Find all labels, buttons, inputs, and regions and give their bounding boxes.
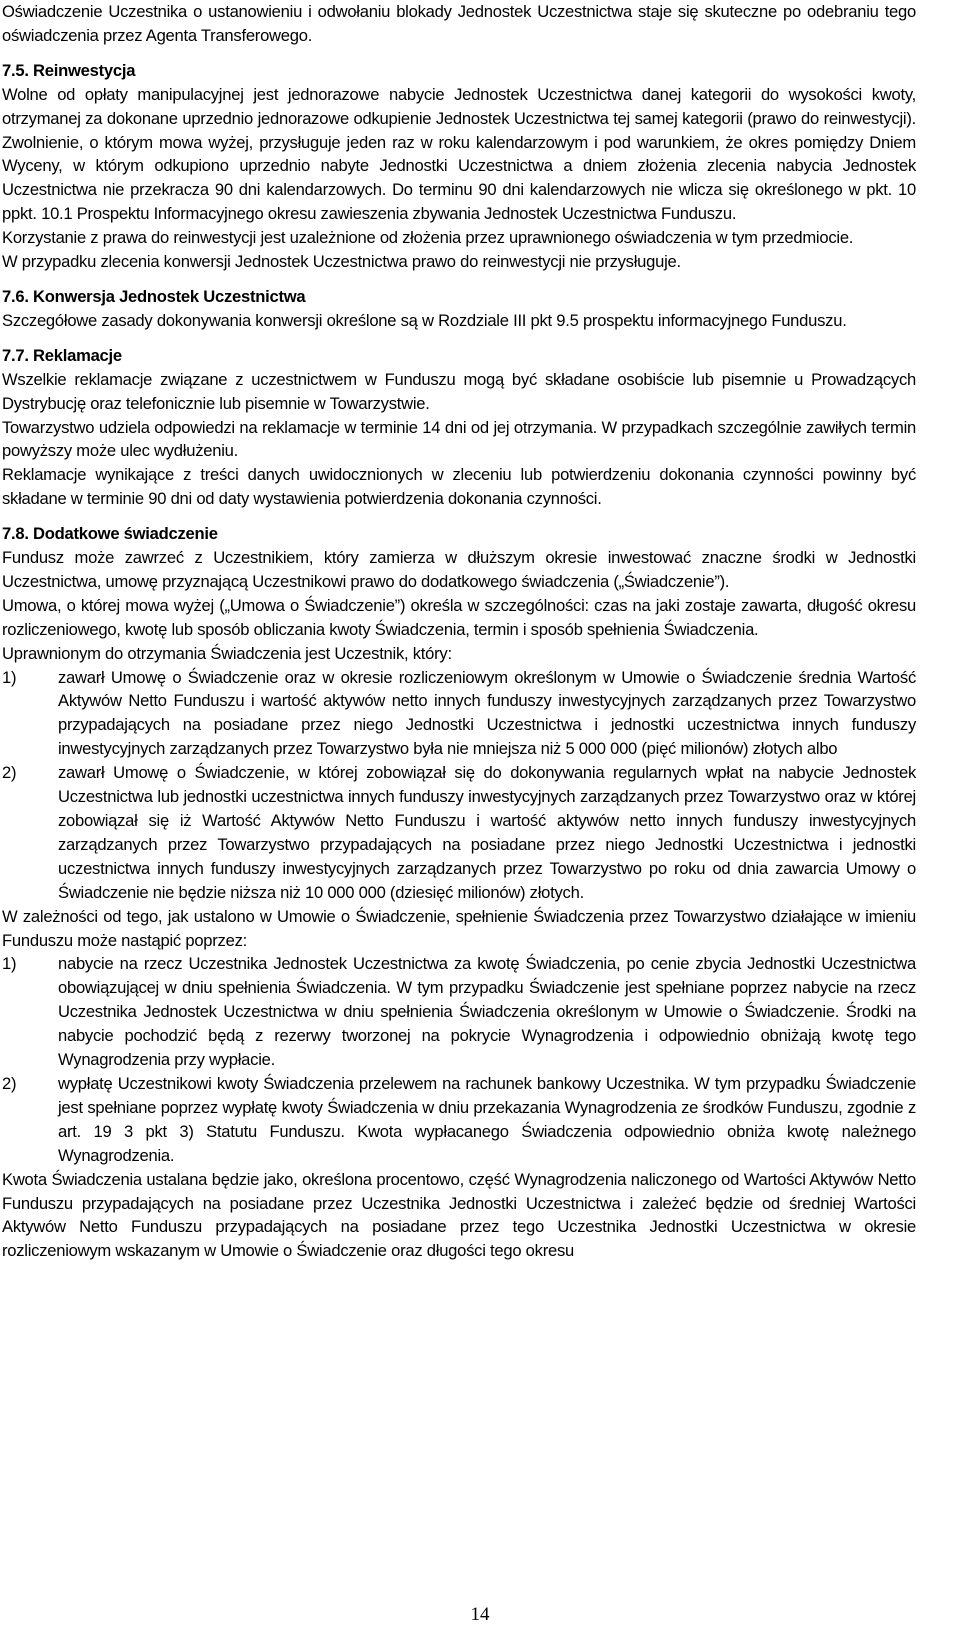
list-item-text: zawarł Umowę o Świadczenie, w której zobowiązał się do dokonywania regularnych wpłat na nabycie Jednostek Uczestnictwa lub jednostki uczestnictwa innych funduszy inwestycyjnych zarządzanych przez Towarzystwo oraz w której zobowiązał się iż Wartość Aktywów Netto Funduszu i wartość aktywów netto innych funduszy inwestycyjnych zarządzanych przez Towarzystwo przypadających na posiadane przez niego Jednostki Uczestnictwa i jednostki uczestnictwa innych funduszy inwestycyjnych zarządzanych przez Towarzystwo po roku od dnia zawarcia Umowy o Świadczenie nie będzie niższa niż 10 000 000 (dziesięć milionów) złotych. [58,763,916,902]
intro-paragraph: Oświadczenie Uczestnika o ustanowieniu i odwołaniu blokady Jednostek Uczestnictwa staje się skuteczne po odebraniu tego oświadczenia przez Agenta Transferowego. [2,2,916,45]
eligibility-list-item [2,666,916,762]
page-number: 14 [470,1604,490,1625]
section-7-7-paragraph-3: Reklamacje wynikające z treści danych uwidocznionych w zleceniu lub potwierdzeniu dokonania czynności powinny być składane w terminie 90 dni od daty wystawienia potwierdzenia dokonania czynności. [2,465,916,509]
section-7-5-paragraph-3: W przypadku zlecenia konwersji Jednostek Uczestnictwa prawo do reinwestycji nie przysługuje. [2,252,681,272]
section-7-8-heading: 7.8. Dodatkowe świadczenie [2,524,218,544]
section-7-8-paragraph-2: Umowa, o której mowa wyżej („Umowa o Świadczenie”) określa w szczególności: czas na jaki zostaje zawarta, długość okresu rozliczeniowego, kwotę lub sposób obliczania kwoty Świadczenia, termin i sposób spełnienia Świadczenia. [2,595,916,639]
list-item-number: 2) [2,1073,17,1093]
section-7-5-heading: 7.5. Reinwestycja [2,60,136,80]
section-7-5-paragraph-2: Korzystanie z prawa do reinwestycji jest uzależnione od złożenia przez uprawnionego oświadczenia w tym przedmiocie. [2,228,854,248]
fulfillment-list-item [2,1072,916,1168]
eligibility-list-item [2,761,916,904]
section-7-8-paragraph-5: Kwota Świadczenia ustalana będzie jako, określona procentowo, część Wynagrodzenia naliczonego od Wartości Aktywów Netto Funduszu przypadających na posiadane przez Uczestnika Jednostki Uczestnictwa i zależeć będzie od średniej Wartości Aktywów Netto Funduszu przypadających na posiadane przez tego Uczestnika Jednostki Uczestnictwa w okresie rozliczeniowym wskazanym w Umowie o Świadczenie oraz długości tego okresu [2,1169,916,1261]
section-7-5-paragraph-1: Wolne od opłaty manipulacyjnej jest jednorazowe nabycie Jednostek Uczestnictwa danej kategorii do wysokości kwoty, otrzymanej za dokonane uprzednio jednorazowe odkupienie Jednostek Uczestnictwa tej samej kategorii (prawo do reinwestycji). Zwolnienie, o którym mowa wyżej, przysługuje jeden raz w roku kalendarzowym i pod warunkiem, że okres pomiędzy Dniem Wyceny, w którym odkupiono uprzednio nabyte Jednostki Uczestnictwa a dniem złożenia zlecenia nabycia Jednostek Uczestnictwa nie przekracza 90 dni kalendarzowych. Do terminu 90 dni kalendarzowych nie wlicza się określonego w pkt. 10 ppkt. 10.1 Prospektu Informacyjnego okresu zawieszenia zbywania Jednostek Uczestnictwa Funduszu. [2,84,916,224]
section-7-6-heading: 7.6. Konwersja Jednostek Uczestnictwa [2,286,306,306]
list-item-text: zawarł Umowę o Świadczenie oraz w okresie rozliczeniowym określonym w Umowie o Świadczenie średnia Wartość Aktywów Netto Funduszu i wartość aktywów netto innych funduszy inwestycyjnych zarządzanych przez Towarzystwo przypadających na posiadane przez niego Jednostki Uczestnictwa i jednostki uczestnictwa innych funduszy inwestycyjnych zarządzanych przez Towarzystwo była nie mniejsza niż 5 000 000 (pięć milionów) złotych albo [58,667,916,759]
section-7-7-heading: 7.7. Reklamacje [2,345,122,365]
list-item-number: 2) [2,763,17,783]
section-7-7-paragraph-2: Towarzystwo udziela odpowiedzi na reklamacje w terminie 14 dni od jej otrzymania. W przypadkach szczególnie zawiłych termin powyższy może ulec wydłużeniu. [2,417,916,461]
list-item-text: wypłatę Uczestnikowi kwoty Świadczenia przelewem na rachunek bankowy Uczestnika. W tym przypadku Świadczenie jest spełniane poprzez wypłatę kwoty Świadczenia w dniu przekazania Wynagrodzenia ze środków Funduszu, zgodnie z art. 19 3 pkt 3) Statutu Funduszu. Kwota wypłacanego Świadczenia odpowiednio obniża kwotę należnego Wynagrodzenia. [58,1073,916,1165]
section-7-7-paragraph-1: Wszelkie reklamacje związane z uczestnictwem w Funduszu mogą być składane osobiście lub pisemnie u Prowadzących Dystrybucję oraz telefonicznie lub pisemnie w Towarzystwie. [2,369,916,413]
section-7-8-paragraph-3: Uprawnionym do otrzymania Świadczenia jest Uczestnik, który: [2,643,452,663]
list-item-number: 1) [2,954,17,974]
fulfillment-list-item [2,952,916,1072]
section-7-8-paragraph-4: W zależności od tego, jak ustalono w Umowie o Świadczenie, spełnienie Świadczenia przez Towarzystwo działające w imieniu Funduszu może nastąpić poprzez: [2,906,916,950]
list-item-number: 1) [2,667,17,687]
list-item-text: nabycie na rzecz Uczestnika Jednostek Uczestnictwa za kwotę Świadczenia, po cenie zbycia Jednostki Uczestnictwa obowiązującej w dniu spełnienia Świadczenia. W tym przypadku Świadczenie jest spełniane poprzez nabycie na rzecz Uczestnika Jednostek Uczestnictwa w dniu spełnienia Świadczenia określonym w Umowie o Świadczenie. Środki na nabycie pochodzić będą z rezerwy tworzonej na pokrycie Wynagrodzenia i odpowiednio obniżają kwotę tego Wynagrodzenia przy wypłacie. [58,954,916,1070]
section-7-6-paragraph-1: Szczegółowe zasady dokonywania konwersji określone są w Rozdziale III pkt 9.5 prospektu informacyjnego Funduszu. [2,310,847,330]
section-7-8-paragraph-1: Fundusz może zawrzeć z Uczestnikiem, który zamierza w dłuższym okresie inwestować znaczne środki w Jednostki Uczestnictwa, umowę przyznającą Uczestnikowi prawo do dodatkowego świadczenia („Świadczenie”). [2,548,916,591]
